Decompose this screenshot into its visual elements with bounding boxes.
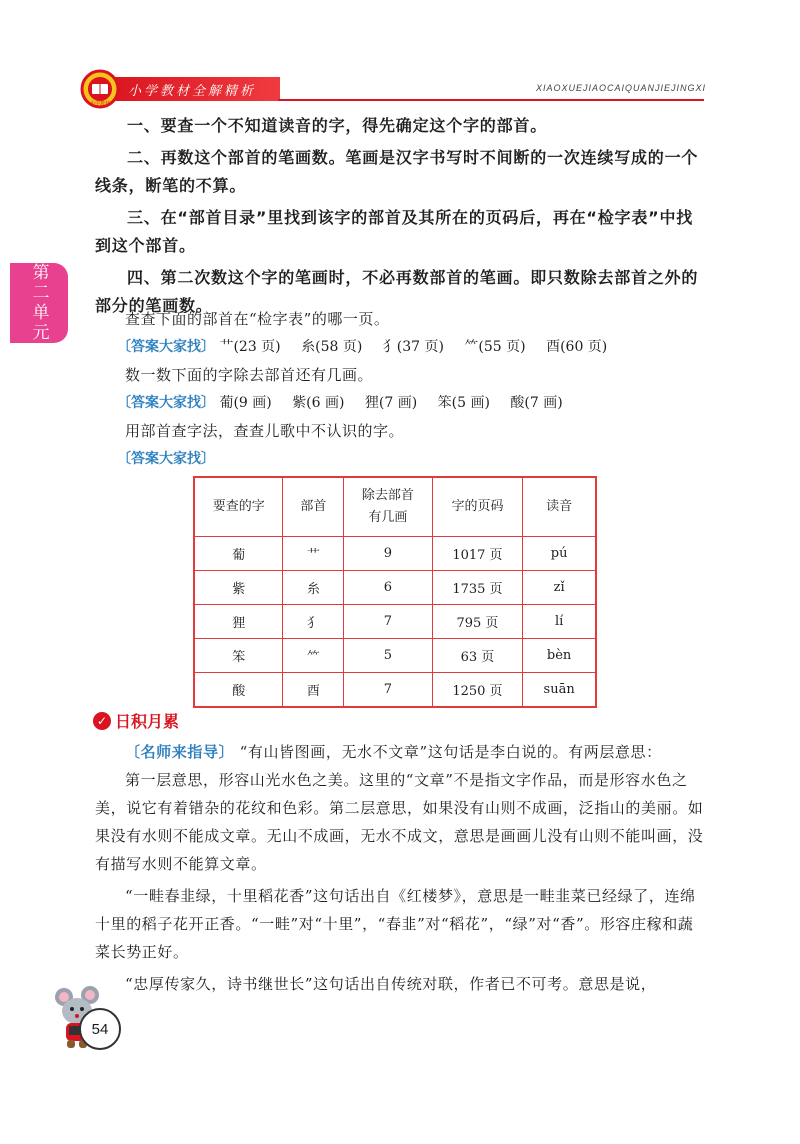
header-line: 有几画 xyxy=(368,510,408,525)
answer-tag: 〔答案大家找〕 xyxy=(117,395,215,411)
section-heading xyxy=(93,709,179,732)
intro-text: “有山皆图画，无水不文章”这句话是李白说的。有两层意思： xyxy=(239,743,662,761)
table-cell: 795 页 xyxy=(432,605,523,639)
table-cell: 9 xyxy=(344,537,432,571)
rule-4: 四、第二次数这个字的笔画时，不必再数部首的笔画。即只数除去部首之外的部分的笔画数。 xyxy=(95,268,699,315)
answer-item: 酸(7 画) xyxy=(510,395,563,411)
table-header-cell xyxy=(344,477,432,537)
table-row xyxy=(194,537,596,571)
exercise-1-prompt: 查查下面的部首在“检字表”的哪一页。 xyxy=(125,310,390,328)
table-cell: 狸 xyxy=(194,605,283,639)
answer-tag: 〔答案大家找〕 xyxy=(117,451,215,467)
table-cell: 63 页 xyxy=(432,639,523,673)
answer-tag: 〔答案大家找〕 xyxy=(117,339,215,355)
paragraph: “忠厚传家久，诗书继世长”这句话出自传统对联，作者已不可考。意思是说， xyxy=(125,975,657,993)
table-cell: 艹 xyxy=(283,537,344,571)
answer-item: 葡(9 画) xyxy=(219,395,272,411)
paragraph: “一畦春韭绿，十里稻花香”这句话出自《红楼梦》，意思是一畦韭菜已经绿了，连绵十里的稻子花开正香。“一畦”对“十里”，“春韭”对“稻花”，“绿”对“香”。形容庄稼和蔬菜长势正好。 xyxy=(95,887,696,961)
table-cell: 酸 xyxy=(194,673,283,708)
answer-item: 紫(6 画) xyxy=(292,395,345,411)
exercise-1-answers xyxy=(95,333,705,361)
teacher-intro xyxy=(95,738,705,766)
paragraph: 第一层意思，形容山光水色之美。这里的“文章”不是指文字作品，而是形容水色之美，说它有着错杂的花纹和色彩。第二层意思，如果没有山则不成画，泛指山的美丽。如果没有水则不能成文章。无山不成画，无水不成文，意思是画画儿没有山则不能叫画，没有描写水则不能算文章。 xyxy=(95,771,704,873)
table-cell: lí xyxy=(523,605,596,639)
book-series-pinyin: XIAOXUEJIAOCAIQUANJIEJINGXI xyxy=(535,83,706,93)
table-cell: 酉 xyxy=(283,673,344,708)
table-cell: zǐ xyxy=(523,571,596,605)
section-title: 日积月累 xyxy=(115,712,180,731)
exercise-2-answers xyxy=(95,389,705,417)
table-cell: 5 xyxy=(344,639,432,673)
unit-side-tab: 第二单元 xyxy=(10,263,68,343)
table-cell: suān xyxy=(523,673,596,708)
page-number: 54 xyxy=(79,1008,121,1050)
answer-item: 犭(37 页) xyxy=(382,339,444,355)
teacher-tag: 〔名师来指导〕 xyxy=(125,743,235,761)
section-body xyxy=(95,738,705,998)
table-header-cell: 部首 xyxy=(283,477,344,537)
header-underline xyxy=(278,99,704,101)
table-row xyxy=(194,639,596,673)
table-cell: 7 xyxy=(344,605,432,639)
book-logo-icon xyxy=(78,69,122,109)
radical-lookup-table xyxy=(193,476,597,708)
table-cell: 1017 页 xyxy=(432,537,523,571)
exercises xyxy=(95,305,705,473)
answer-item: ⺮(55 页) xyxy=(464,339,526,355)
table-row xyxy=(194,605,596,639)
table-cell: 葡 xyxy=(194,537,283,571)
table-cell: bèn xyxy=(523,639,596,673)
check-icon: ✓ xyxy=(93,712,111,730)
table-cell: 7 xyxy=(344,673,432,708)
exercise-3-answers xyxy=(95,445,705,473)
table-header-cell: 读音 xyxy=(523,477,596,537)
table-row xyxy=(194,673,596,708)
table-header-cell: 要查的字 xyxy=(194,477,283,537)
table-cell: 6 xyxy=(344,571,432,605)
table-cell: ⺮ xyxy=(283,639,344,673)
table-cell: 糸 xyxy=(283,571,344,605)
answer-item: 狸(7 画) xyxy=(364,395,418,411)
table-cell: 笨 xyxy=(194,639,283,673)
exercise-3-prompt: 用部首查字法，查查儿歌中不认识的字。 xyxy=(125,422,405,440)
badge-text: 小学教材 xyxy=(89,101,111,107)
lookup-rules xyxy=(95,112,705,320)
table-header-row xyxy=(194,477,596,537)
table-cell: 紫 xyxy=(194,571,283,605)
page-header xyxy=(78,69,706,107)
table-cell: 1250 页 xyxy=(432,673,523,708)
answer-item: 糸(58 页) xyxy=(301,339,363,355)
rule-2: 二、再数这个部首的笔画数。笔画是汉字书写时不间断的一次连续写成的一个线条，断笔的不算。 xyxy=(95,148,699,195)
answer-item: 艹(23 页) xyxy=(219,339,281,355)
answer-item: 酉(60 页) xyxy=(546,339,608,355)
rule-1: 一、要查一个不知道读音的字，得先确定这个字的部首。 xyxy=(127,116,548,135)
book-series-title: 小学教材全解精析 xyxy=(128,84,257,99)
rule-3: 三、在“部首目录”里找到该字的部首及其所在的页码后，再在“检字表”中找到这个部首。 xyxy=(95,208,694,255)
table-cell: 犭 xyxy=(283,605,344,639)
table-row xyxy=(194,571,596,605)
exercise-2-prompt: 数一数下面的字除去部首还有几画。 xyxy=(125,366,374,384)
answer-item: 笨(5 画) xyxy=(437,395,490,411)
table-cell: 1735 页 xyxy=(432,571,523,605)
header-line: 除去部首 xyxy=(361,488,414,503)
table-cell: pú xyxy=(523,537,596,571)
table-header-cell: 字的页码 xyxy=(432,477,523,537)
